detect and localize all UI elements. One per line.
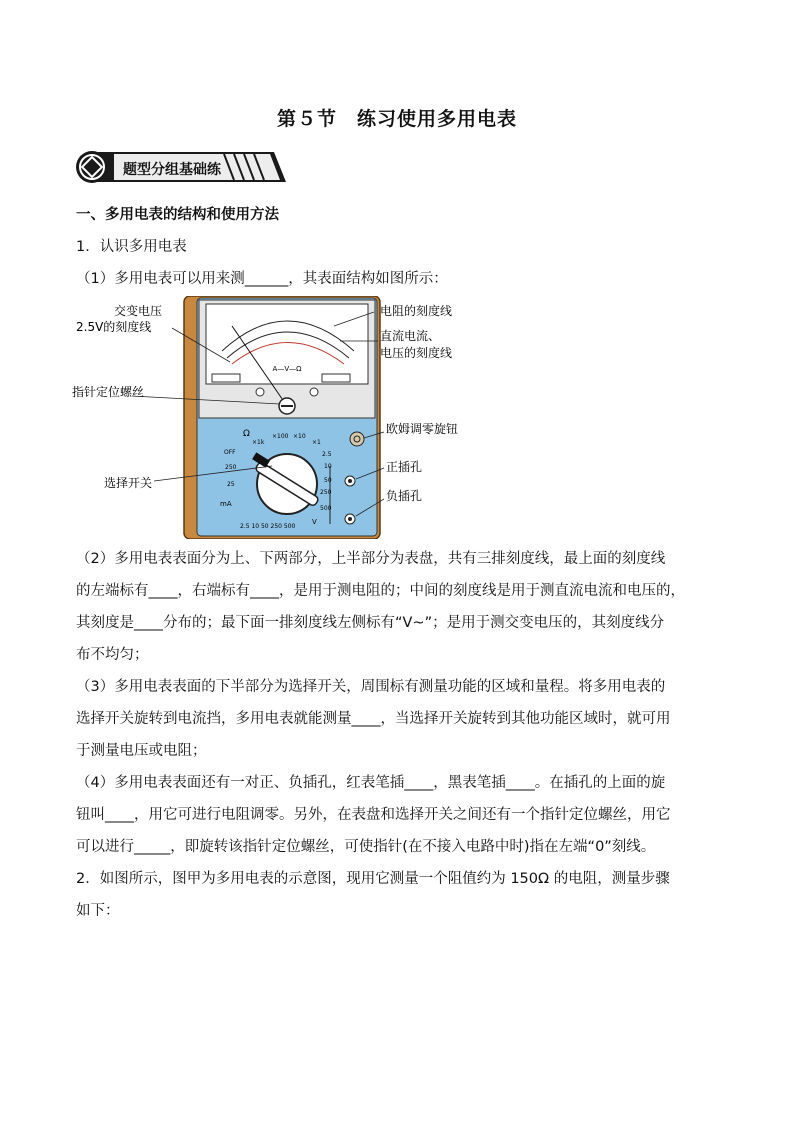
banner-label: 题型分组基础练 [123,162,221,178]
label-ac-voltage-2: 2.5V的刻度线 [76,320,152,334]
label-ohm-scale: 电阻的刻度线 [380,304,453,318]
question-1-part-4-line-3: 可以进行_____，即旋转该指针定位螺丝，可使指针(在不接入电路中时)指在左端“0”刻线。 [76,839,656,855]
switch-right-250: 250 [320,489,332,496]
label-selector-switch: 选择开关 [104,476,153,490]
label-dc-scale-1: 直流电流、 [380,329,441,343]
switch-x1k: ×1k [252,439,265,446]
switch-bottom-scale: 2.5 10 50 250 500 [240,523,296,530]
switch-omega: Ω [243,429,250,439]
question-1-part-3-line-3: 于测量电压或电阻； [76,743,207,759]
question-1-part-3-line-2: 选择开关旋转到电流挡，多用电表就能测量____，当选择开关旋转到其他功能区域时，就可用 [76,711,671,727]
switch-right-500: 500 [320,505,332,512]
switch-off: OFF [224,449,236,456]
question-1-part-4-line-1: （4）多用电表表面还有一对正、负插孔，红表笔插____，黑表笔插____。在插孔的上面的旋 [76,775,666,791]
question-2-line-2: 如下： [76,903,120,919]
label-ohm-zero-knob: 欧姆调零旋钮 [386,422,459,436]
question-2-line-1: 2．如图所示，图甲为多用电表的示意图，现用它测量一个阻值约为 150Ω 的电阻，测量步骤 [76,871,670,887]
question-1-part-1: （1）多用电表可以用来测______，其表面结构如图所示： [76,271,448,287]
label-dc-scale-2: 电压的刻度线 [380,346,453,360]
label-negative-jack: 负插孔 [386,489,423,503]
question-1-part-2-line-4: 布不均匀； [76,647,149,663]
switch-x100: ×100 [272,433,289,440]
label-positive-jack: 正插孔 [386,460,423,474]
switch-25ma: 25 [227,481,235,488]
switch-right-50: 50 [324,477,332,484]
page-title: 第５节 练习使用多用电表 [276,108,517,130]
switch-x10: ×10 [293,433,306,440]
switch-250ma: 250 [225,464,237,471]
question-1-part-2-line-1: （2）多用电表表面分为上、下两部分，上半部分为表盘，共有三排刻度线，最上面的刻度线 [76,551,666,567]
question-1-part-3-line-1: （3）多用电表表面的下半部分为选择开关，周围标有测量功能的区域和量程。将多用电表的 [76,679,666,695]
question-1-heading: 1．认识多用电表 [76,239,187,255]
dial-mark: A—V—Ω [272,365,302,373]
multimeter-figure [72,296,472,539]
question-1-part-4-line-2: 钮叫____，用它可进行电阻调零。另外，在表盘和选择开关之间还有一个指针定位螺丝，用它 [76,807,671,823]
question-1-part-2-line-3: 其刻度是____分布的；最下面一排刻度线左侧标有“V~”；是用于测交变电压的，其刻度线分 [76,615,665,631]
label-pointer-screw: 指针定位螺丝 [72,385,145,399]
label-ac-voltage-1: 交变电压 [114,304,163,318]
question-1-part-2-line-2: 的左端标有____，右端标有____，是用于测电阻的；中间的刻度线是用于测直流电流和电压的， [76,583,685,599]
switch-x1: ×1 [312,439,321,446]
switch-right-2-5: 2.5 [322,451,332,458]
switch-ma: mA [220,500,232,508]
switch-v: V [312,518,317,526]
switch-right-10: 10 [324,463,332,470]
section-heading: 一、多用电表的结构和使用方法 [76,207,279,223]
